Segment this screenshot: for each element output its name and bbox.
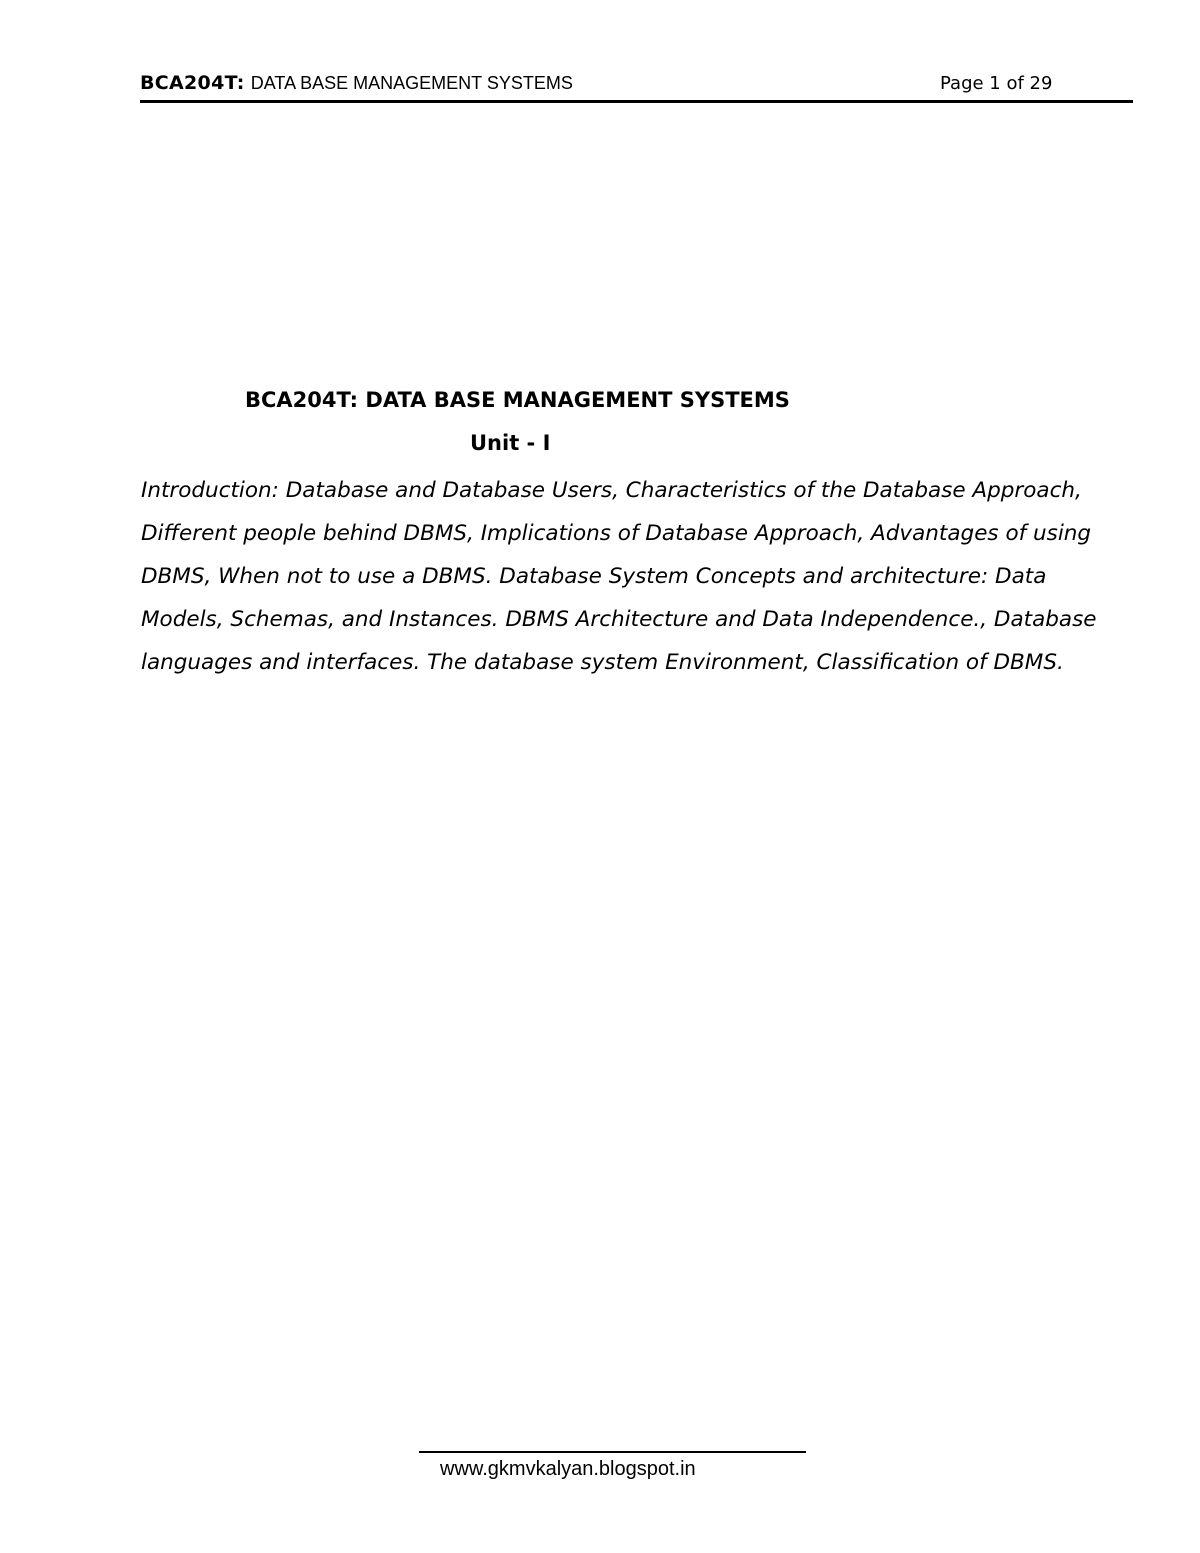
page-header — [140, 72, 1133, 103]
footer-url: www.gkmvkalyan.blogspot.in — [440, 1458, 696, 1480]
header-subject: DATA BASE MANAGEMENT SYSTEMS — [250, 73, 573, 93]
footer-divider — [419, 1451, 806, 1453]
unit-heading: Unit - I — [470, 431, 551, 455]
header-title — [140, 72, 573, 94]
document-title: BCA204T: DATA BASE MANAGEMENT SYSTEMS — [245, 388, 790, 412]
syllabus-paragraph: Introduction: Database and Database Users, Characteristics of the Database Approach, Different people behind DBMS, Implications of Database Approach, Advantages of using DBMS, When not to use a DBMS. Database System Concepts and architecture: Data Models, Schemas, and Instances. DBMS Architecture and Data Independence., Database languages and interfaces. The database system Environment, Classification of DBMS. — [141, 478, 1097, 675]
header-course-code: BCA204T: — [140, 72, 245, 94]
page-number: Page 1 of 29 — [940, 73, 1053, 94]
